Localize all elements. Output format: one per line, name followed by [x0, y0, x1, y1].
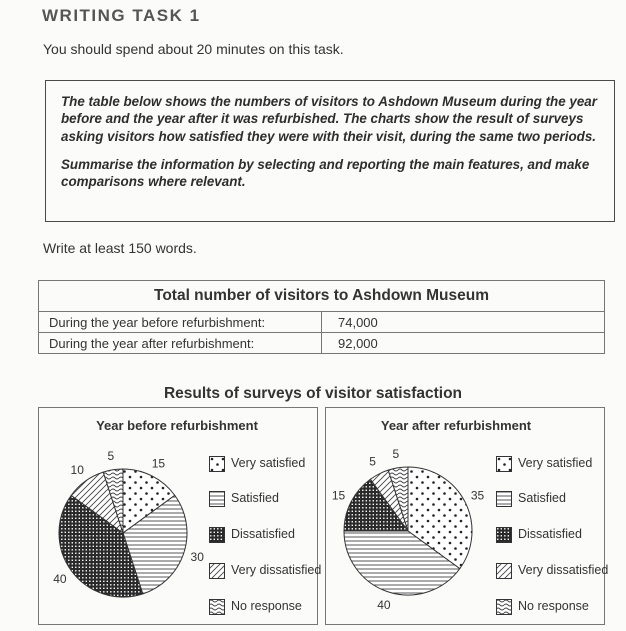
swatch-very-satisfied: [496, 456, 512, 472]
row-label: During the year before refurbishment:: [39, 312, 322, 333]
pie-value-label: 5: [369, 454, 376, 469]
pie-chart-before: [39, 408, 322, 626]
swatch-satisfied: [496, 491, 512, 507]
pie-value-label: 40: [53, 571, 67, 586]
swatch-very-dissatisfied: [209, 563, 225, 579]
pie-title-after: Year after refurbishment: [380, 418, 532, 433]
legend-label: Satisfied: [518, 491, 566, 505]
legend-label: No response: [518, 599, 589, 613]
pie-value-label: 35: [470, 488, 485, 503]
word-count-instruction: Write at least 150 words.: [43, 240, 197, 256]
swatch-dissatisfied: [496, 527, 512, 543]
swatch-very-satisfied: [209, 456, 225, 472]
legend-label: Very satisfied: [231, 456, 306, 470]
visitor-table: [38, 280, 605, 354]
pie-value-label: 5: [107, 449, 115, 463]
table-row: [39, 312, 605, 333]
legend-label: Satisfied: [231, 491, 279, 505]
pie-panel-before: [38, 407, 322, 625]
legend-label: Dissatisfied: [518, 527, 582, 541]
swatch-dissatisfied: [209, 527, 225, 543]
pie-value-label: 15: [331, 488, 346, 503]
legend-label: Dissatisfied: [231, 527, 295, 541]
row-value: 74,000: [322, 312, 605, 333]
pie-value-label: 15: [151, 456, 166, 471]
page-title: WRITING TASK 1: [42, 6, 201, 25]
legend-label: No response: [231, 599, 302, 613]
time-instruction: You should spend about 20 minutes on this task.: [43, 41, 344, 57]
surveys-title: Results of surveys of visitor satisfaction: [163, 385, 463, 402]
swatch-very-dissatisfied: [496, 563, 512, 579]
task-paragraph-1: The table below shows the numbers of visitors to Ashdown Museum during the year before and the year after it was refurbished. The charts show the result of surveys asking visitors how satisfied they were with their visit, during the same two periods.: [61, 94, 597, 144]
pie-value-label: 40: [377, 598, 391, 613]
pie-value-label: 5: [392, 447, 400, 461]
task-prompt-box: [45, 80, 615, 222]
pie-title-before: Year before refurbishment: [96, 418, 258, 433]
pie-chart-after: [326, 408, 609, 626]
swatch-no-response: [209, 599, 225, 615]
row-label: During the year after refurbishment:: [39, 333, 322, 354]
table-title: Total number of visitors to Ashdown Museum: [39, 281, 605, 312]
swatch-satisfied: [209, 491, 225, 507]
swatch-no-response: [496, 599, 512, 615]
pie-value-label: 30: [190, 550, 204, 565]
row-value: 92,000: [322, 333, 605, 354]
table-row: [39, 333, 605, 354]
pie-panel-after: [325, 407, 609, 625]
pie-value-label: 10: [70, 462, 84, 477]
legend-label: Very dissatisfied: [518, 563, 609, 577]
legend-label: Very satisfied: [518, 456, 593, 470]
legend-label: Very dissatisfied: [231, 563, 322, 577]
task-paragraph-2: Summarise the information by selecting and reporting the main features, and make comparisons where relevant.: [61, 156, 590, 190]
